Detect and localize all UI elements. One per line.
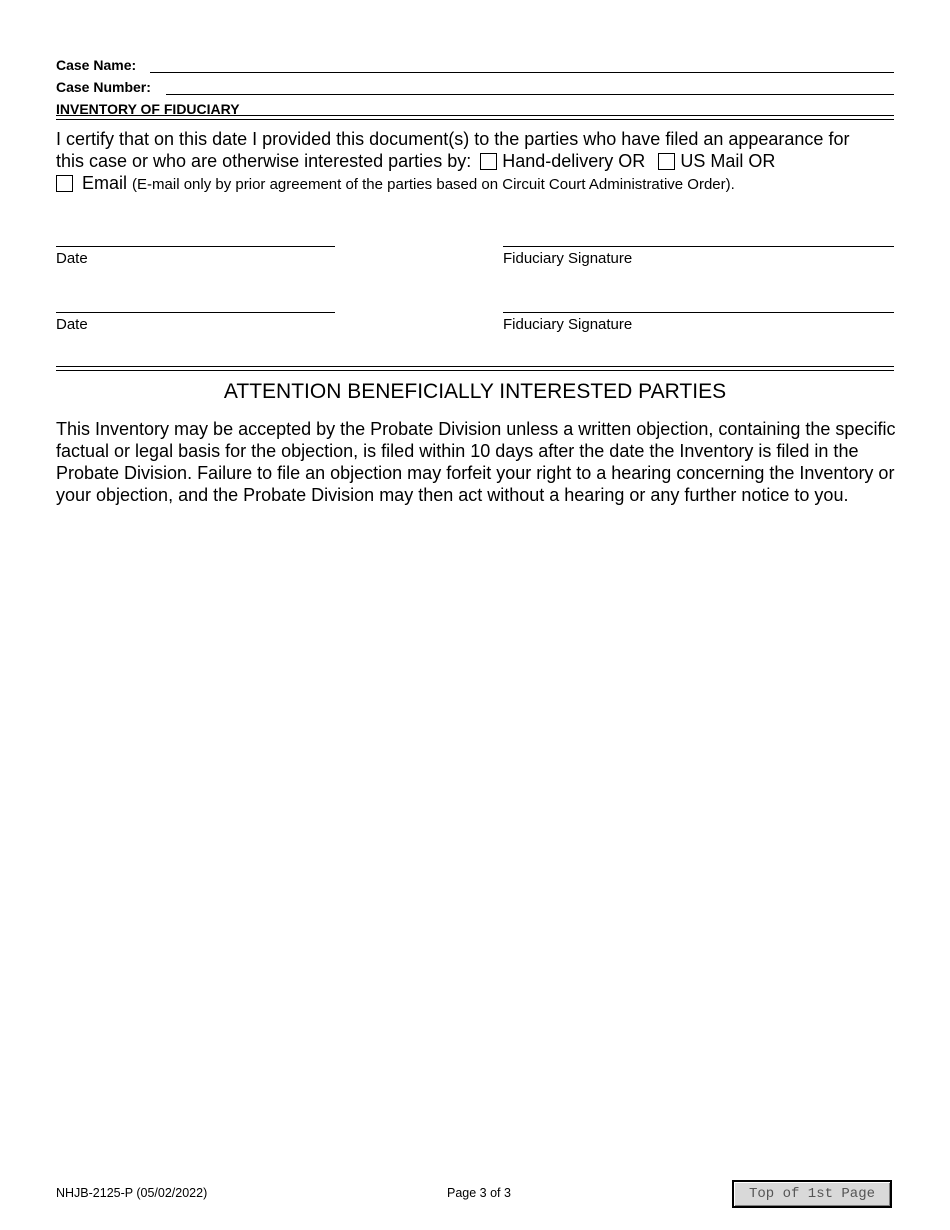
fiduciary-signature-label-1: Fiduciary Signature bbox=[503, 250, 633, 267]
hand-delivery-label: Hand-delivery OR bbox=[502, 151, 646, 171]
certification-line-2 bbox=[56, 150, 906, 172]
email-checkbox[interactable] bbox=[56, 175, 73, 192]
hand-delivery-checkbox[interactable] bbox=[480, 153, 497, 170]
attention-heading: ATTENTION BENEFICIALLY INTERESTED PARTIES bbox=[223, 380, 727, 403]
case-name-field[interactable] bbox=[150, 72, 894, 73]
us-mail-label: US Mail OR bbox=[680, 151, 776, 171]
date-field-2[interactable] bbox=[56, 312, 335, 313]
date-label-2: Date bbox=[56, 316, 88, 333]
certification-line-1: I certify that on this date I provided this document(s) to the parties who have filed an appearance for bbox=[56, 129, 850, 149]
date-field-1[interactable] bbox=[56, 246, 335, 247]
date-label-1: Date bbox=[56, 250, 88, 267]
email-note: (E-mail only by prior agreement of the parties based on Circuit Court Administrative Order). bbox=[132, 176, 735, 193]
case-number-label: Case Number: bbox=[56, 79, 151, 95]
certification-line-3 bbox=[56, 172, 906, 196]
page-indicator: Page 3 of 3 bbox=[447, 1186, 511, 1200]
certification-line-2-prefix: this case or who are otherwise interested parties by: bbox=[56, 151, 472, 171]
email-label: Email bbox=[82, 173, 128, 193]
fiduciary-signature-field-2[interactable] bbox=[503, 312, 894, 313]
certification-text bbox=[56, 128, 906, 196]
top-of-first-page-button[interactable]: Top of 1st Page bbox=[732, 1180, 892, 1208]
fiduciary-signature-label-2: Fiduciary Signature bbox=[503, 316, 633, 333]
case-name-label: Case Name: bbox=[56, 57, 137, 73]
attention-body: This Inventory may be accepted by the Probate Division unless a written objection, containing the specific factual or legal basis for the objection, is filed within 10 days after the date the Inventory is filed in the Probate Division. Failure to file an objection may forfeit your right to a hearing concerning the Inventory or your objection, and the Probate Division may then act without a hearing or any further notice to you. bbox=[56, 419, 896, 505]
form-title: INVENTORY OF FIDUCIARY bbox=[56, 101, 240, 117]
fiduciary-signature-field-1[interactable] bbox=[503, 246, 894, 247]
case-number-field[interactable] bbox=[166, 94, 894, 95]
form-number: NHJB-2125-P (05/02/2022) bbox=[56, 1186, 208, 1200]
attention-divider bbox=[56, 366, 894, 371]
header-divider bbox=[56, 115, 894, 120]
us-mail-checkbox[interactable] bbox=[658, 153, 675, 170]
